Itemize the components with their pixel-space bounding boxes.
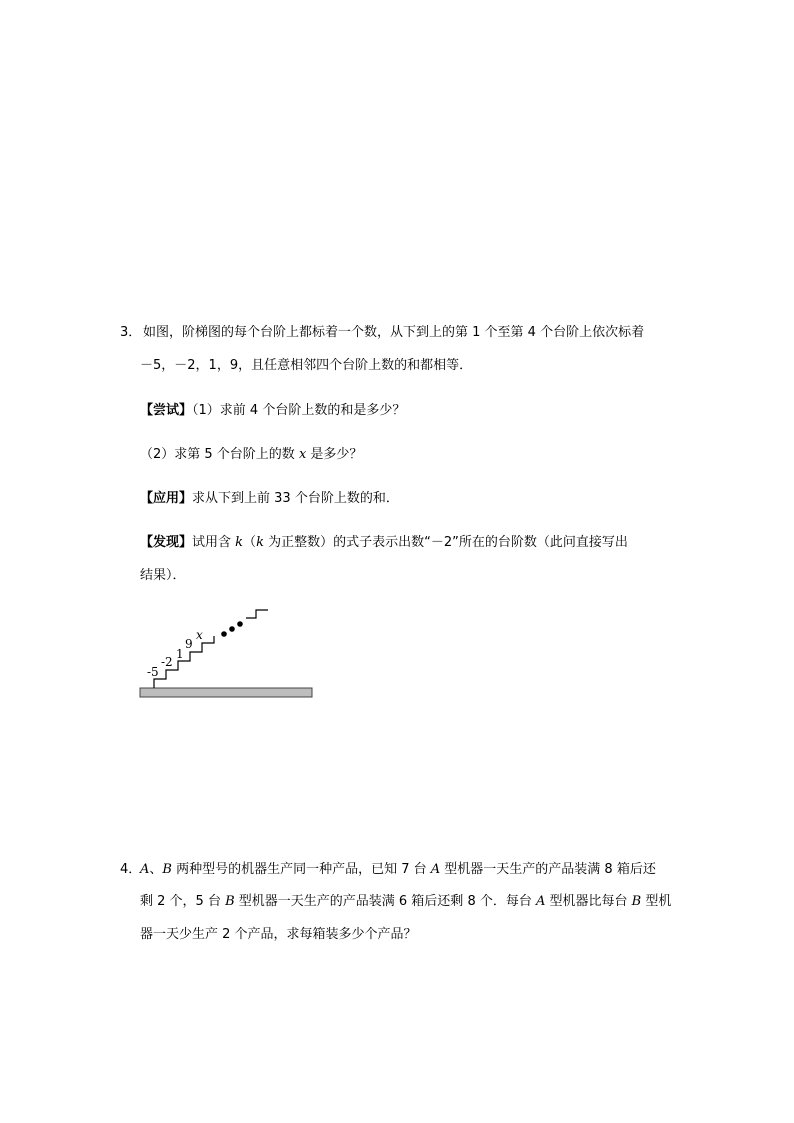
- q4-text-1b: 、: [149, 862, 163, 877]
- part2-var-x: x: [298, 447, 307, 462]
- q3-part2: [140, 445, 362, 465]
- q4-number: 4．: [120, 862, 142, 877]
- discover-tag: 【发现】: [140, 535, 193, 550]
- q4-text-2a: 剩 2 个，5 台: [140, 894, 226, 909]
- q4-var-b1: B: [162, 862, 172, 877]
- try-tag: 【尝试】: [140, 403, 193, 418]
- staircase-figure: [138, 602, 318, 702]
- q3-try: [140, 401, 405, 421]
- apply-text: 求从下到上前 33 个台阶上数的和．: [192, 491, 399, 506]
- discover-text-c: 为正整数）的式子表示出数“－2”所在的台阶数（此问直接写出: [263, 535, 628, 550]
- q3-discover: [140, 533, 628, 553]
- stair-steps-upper: [246, 610, 268, 618]
- ellipsis-dot-3: [237, 621, 243, 627]
- q4-text-1: [140, 860, 656, 880]
- q4-text-2g: 型机: [641, 894, 672, 909]
- q3-line-2: －5，－2，1，9，且任意相邻四个台阶上数的和都相等．: [140, 358, 473, 373]
- ground-bar: [140, 688, 312, 697]
- apply-tag: 【应用】: [140, 491, 193, 506]
- q3-apply: [140, 489, 399, 509]
- discover-var-k2: k: [256, 535, 264, 550]
- step-label-4: 9: [185, 637, 193, 651]
- step-label-1: -5: [147, 665, 159, 679]
- step-label-2: -2: [161, 655, 173, 669]
- part2-text-a: （2）求第 5 个台阶上的数: [140, 447, 299, 462]
- ellipsis-dot-2: [229, 626, 235, 632]
- step-label-3: 1: [176, 647, 184, 661]
- q4-var-b2: B: [225, 894, 235, 909]
- q4-text-2e: 型机器比每台: [545, 894, 632, 909]
- step-label-x: x: [196, 628, 203, 642]
- q4-line-2: [140, 892, 671, 912]
- q4-text-1f: 型机器一天生产的产品装满 8 箱后还: [440, 862, 656, 877]
- ellipsis-dot-1: [221, 631, 227, 637]
- q3-number: 3．: [120, 325, 142, 340]
- q4-var-a1: A: [140, 862, 150, 877]
- q4-text-2c: 型机器一天生产的产品装满 6 箱后还剩 8 个．每台: [234, 894, 536, 909]
- part2-text-b: 是多少？: [306, 447, 363, 462]
- q4-var-a3: A: [535, 894, 546, 909]
- q4-text-1d: 两种型号的机器生产同一种产品，已知 7 台: [171, 862, 431, 877]
- discover-var-k1: k: [235, 535, 244, 550]
- discover-text-b: （: [243, 535, 257, 550]
- q4-var-b3: B: [631, 894, 642, 909]
- q3-text-1: 如图，阶梯图的每个台阶上都标着一个数，从下到上的第 1 个至第 4 个台阶上依次标着: [143, 325, 645, 340]
- try-part1: （1）求前 4 个台阶上数的和是多少？: [192, 403, 406, 418]
- q4-var-a2: A: [430, 862, 441, 877]
- discover-text-a: 试用含: [192, 535, 236, 550]
- q4-line-3: 器一天少生产 2 个产品，求每箱装多少个产品？: [140, 927, 417, 942]
- q3-discover-2: 结果）．: [140, 568, 186, 583]
